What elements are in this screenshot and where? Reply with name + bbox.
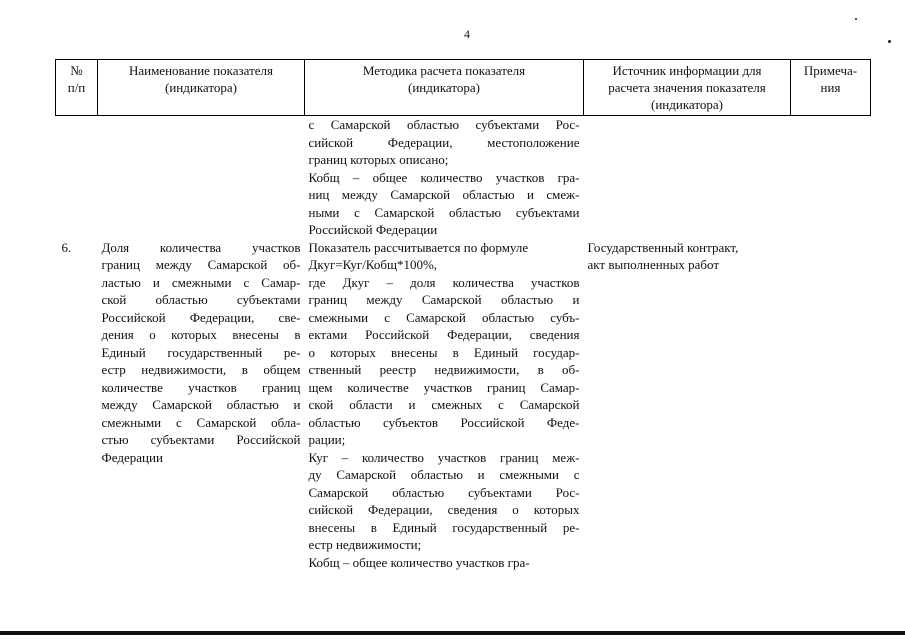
header-number: № п/п <box>56 60 98 116</box>
header-notes: Примеча- ния <box>791 60 871 116</box>
information-source-cell: Государственный контракт, акт выполненных работ <box>587 239 739 272</box>
indicators-table <box>55 59 871 571</box>
table-row <box>56 239 871 572</box>
header-indicator-name: Наименование показателя (индикатора) <box>98 60 305 116</box>
notes-cell <box>791 239 871 572</box>
page-number: 4 <box>464 27 470 41</box>
cell-method-continuation: с Самарской областью субъектами Рос- сийской Федерации, местоположение границ которых описано; Кобщ – общее количество участков гра- ниц между Самарской областью и смеж- ными с Самарской областью субъектами Российской Федерации <box>308 117 580 237</box>
scan-speck <box>888 40 891 43</box>
indicator-name-cell: Доля количества участков границ между Самарской об- ластью и смежными с Самар- ской областью субъектами Российской Федерации, све- дения о которых внесены в Единый государственный ре- естр недвижимости, в общем количестве участков границ между Самарской областью и смежными с Самарской обла- стью субъектами Российской Федерации <box>101 239 301 465</box>
calculation-method-cell: Показатель рассчитывается по формуле Дкуг=Куг/Кобщ*100%, где Дкуг – доля количества участков границ между Самарской областью и смежными с Самарской областью субъ- ектами Российской Федерации, сведения о которых внесены в Единый государ- ственный реестр недвижимости, в об- щем количестве участков границ Самар- ской области и смежных с Самарской областью субъектов Российской Феде- рации; Куг – количество участков границ меж- ду Самарской областью и смежными с Самарской областью субъектами Рос- сийской Федерации, сведения о которых внесены в Единый государственный ре- естр недвижимости; Кобщ – общее количество участков гра- <box>308 239 580 570</box>
scan-speck <box>855 18 857 20</box>
row-number: 6. <box>61 239 72 255</box>
table-row-continuation <box>56 116 871 239</box>
header-calculation-method: Методика расчета показателя (индикатора) <box>305 60 584 116</box>
cell-notes <box>791 116 871 239</box>
header-information-source: Источник информации для расчета значения показателя (индикатора) <box>584 60 791 116</box>
cell-number <box>56 116 98 239</box>
page-bottom-edge <box>0 631 905 635</box>
cell-name <box>98 116 305 239</box>
table-header-row <box>56 60 871 116</box>
cell-source <box>584 116 791 239</box>
